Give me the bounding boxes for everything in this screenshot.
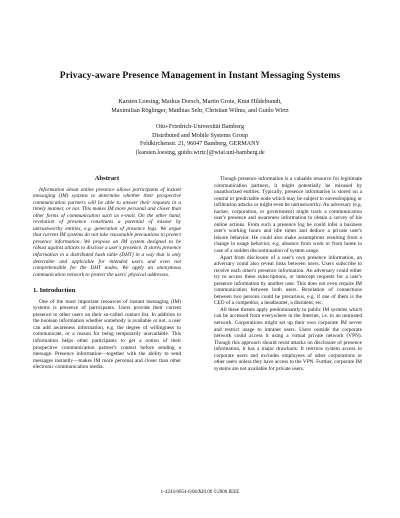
body-paragraph: Apart from disclosure of a user's own presence information, an adversary could also reveal links between users. Users subscribe to receive each other's presence information. An adversary could either try to access these subscriptions, or intercept requests for a user's presence information by another user. This does not even require IM communication between both users. Revelation of connections between two persons could be precarious, e.g. if one of them is the CEO of a competitor, a headhunter, a dissident, etc. xyxy=(214,254,362,307)
author-line: Maximilian Röglinger, Matthias Sehr, Christian Wilms, and Guido Wirtz xyxy=(111,108,289,115)
affiliation-line: Otto-Friedrich-Universität Bamberg xyxy=(155,124,245,130)
right-column xyxy=(214,176,362,372)
body-paragraph: All these threats apply predominantly to public IM systems which can be accessed from everywhere in the Internet, i.e. in an untrusted network. Corporations might set up their own corporate IM server and restrict usage to intranet users. Users outside the corporate network could access it using a virtual private network (VPN). Though this approach should resist attacks on disclosure of presence information, it has a major drawback: It restricts system access to corporate users and excludes employees of other corporations or other users unless they have access to the VPN. Further, corporate IM systems are not available for private users. xyxy=(214,306,362,372)
abstract-text: Information about online presence allows participants of instant messaging (IM) systems to determine whether their prospective communication partners will be able to answer their requests in a timely manner, or not. This makes IM more personal and closer than other forms of communication such as e-mail. On the other hand, revelation of presence constitutes a potential of misuse by untrustworthy entities, e.g. generation of presence logs. We argue that current IM systems do not take reasonable precautions to protect presence information. We propose an IM system designed to be robust against attacks to disclose a user's presence. It stores presence information in a distributed hash table (DHT) in a way that is only detectable and applicable for intended users and even not comprehensible for the DHT nodes. We apply an anonymous communication network to protect the users' physical addresses. xyxy=(33,186,181,278)
author-line: Karsten Loesing, Markus Dorsch, Martin Grote, Knut Hildebrandt, xyxy=(118,99,282,105)
affiliation-line: Feldkirchenstr. 21, 96047 Bamberg, GERMANY xyxy=(140,141,260,148)
left-column xyxy=(33,176,181,371)
affiliation-email: {karsten.loesing, guido.wirtz}@wiai.uni-bamberg.de xyxy=(135,149,265,156)
paper-title: Privacy-aware Presence Management in Instant Messaging Systems xyxy=(59,70,341,81)
abstract-heading: Abstract xyxy=(94,175,120,182)
copyright-footer: 1-4244-0054-6/06/$20.00 ©2006 IEEE xyxy=(160,490,240,495)
introduction-heading: 1. Introduction xyxy=(33,287,76,295)
affiliation-line: Distributed and Mobile Systems Group xyxy=(152,132,248,139)
body-paragraph: Though presence information is a valuable resource for legitimate communication partners, it might potentially be misused by unauthorized entities. Typically, presence information is stored on a central or predictable node which may be subject to eavesdropping or infiltration attacks or might even be untrustworthy. An adversary (e.g. hacker, corporation, or government) might track a communication user's presence and awareness information to obtain a survey of his online actions. From such a presence log he could infer a business user's working hours and idle times and deduce a private user's leisure behavior. He could also make assumptions resulting from a change in usage behavior, e.g. absence from work or from home in case of a sudden discontinuation of system usage. xyxy=(214,176,362,255)
introduction-text: One of the most important resources of instant messaging (IM) systems is presence of participants. Users provide their current presence to other users on their so-called contact list. In addition to the boolean information whether somebody is available or not, a user can add awareness information, e.g. the degree of willingness to communicate, or a reason for being temporarily unavailable. This information helps other participants to get a notion of their prospective communication partner's context before sending a message. Presence information—together with the ability to send messages instantly—makes IM more personal and closer than other electronic communication media. xyxy=(33,298,181,371)
author-list xyxy=(30,98,370,116)
affiliation xyxy=(30,123,370,157)
